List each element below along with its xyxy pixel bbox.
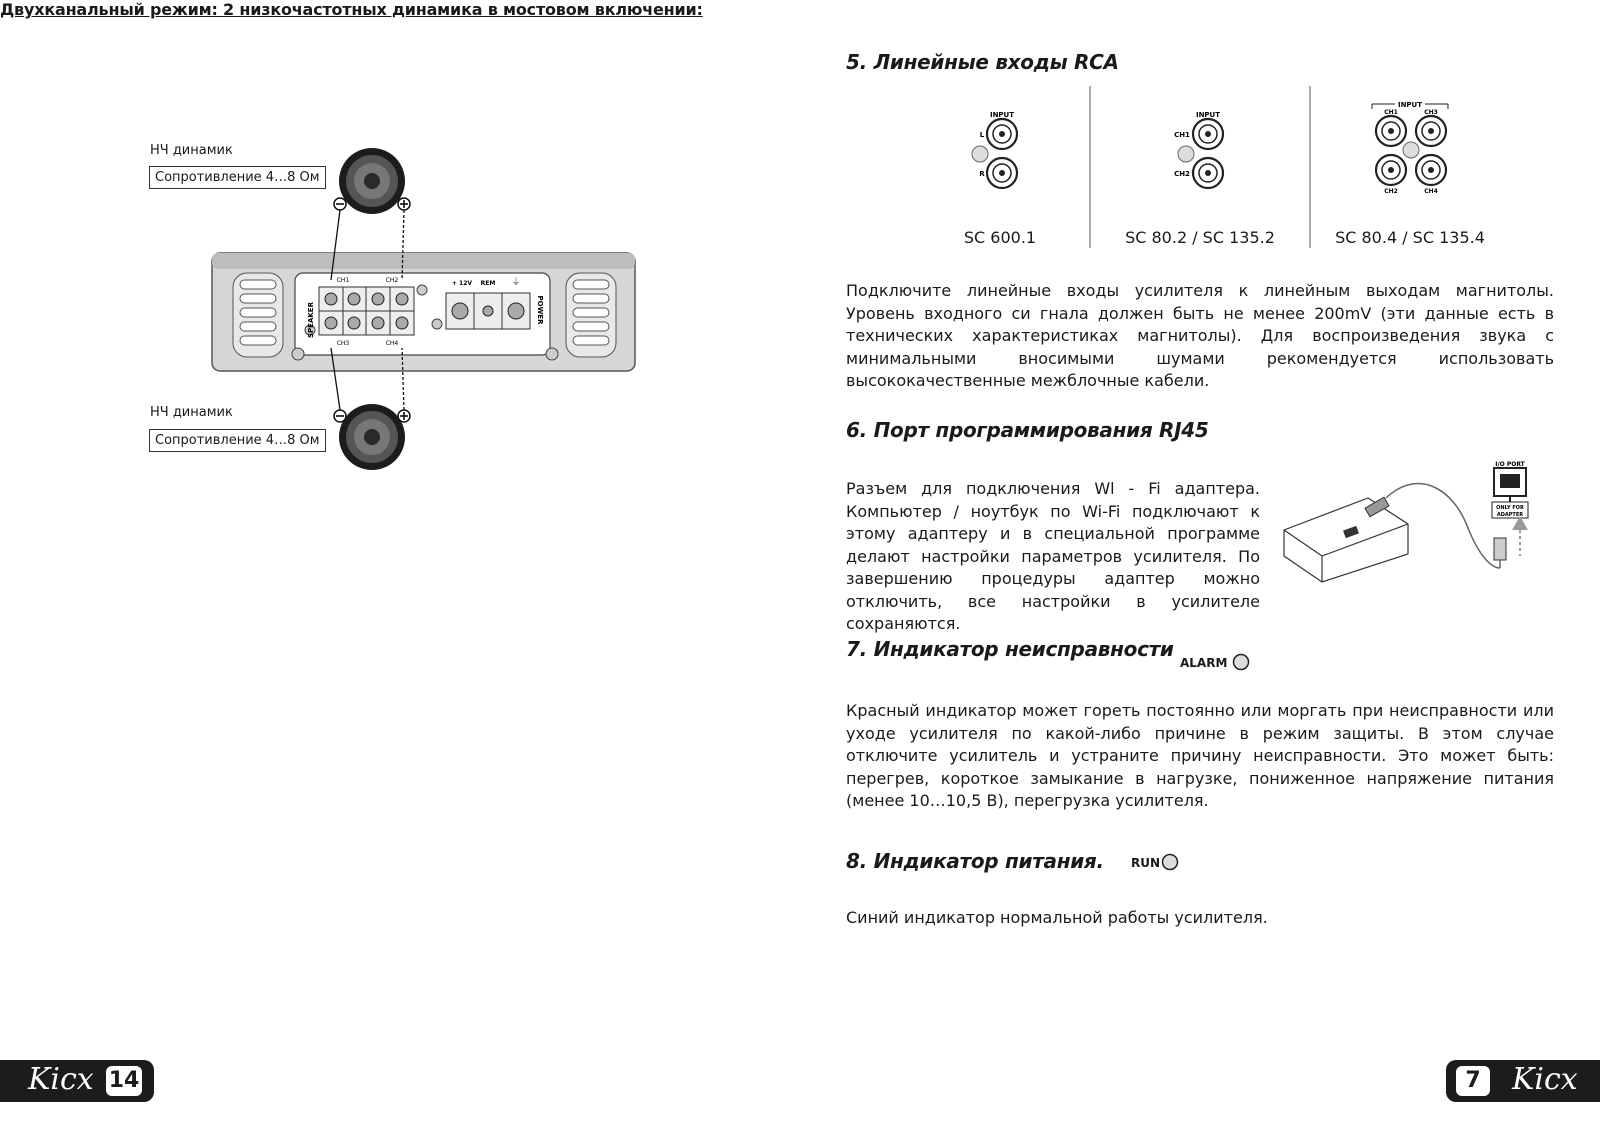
page-number-left: 14 (106, 1066, 142, 1096)
alarm-indicator-icon (1232, 653, 1250, 671)
svg-text:INPUT: INPUT (989, 111, 1015, 119)
svg-text:I/O PORT: I/O PORT (1495, 461, 1525, 468)
footer-left (0, 1060, 154, 1102)
io-port-icon (1492, 461, 1528, 518)
battery-label: + 12V (451, 280, 473, 287)
page-number-right: 7 (1456, 1066, 1490, 1096)
speaker-top-label: НЧ динамик (150, 143, 233, 158)
svg-text:L: L (979, 131, 985, 139)
left-heading: Двухканальный режим: 2 низкочастотных динамика в мостовом включении: (0, 0, 703, 19)
rj45-adapter-illustration (1278, 458, 1548, 598)
svg-text:CH2: CH2 (1174, 170, 1190, 178)
section-7-text: Красный индикатор может гореть постоянно или моргать при неисправности или уходе усилителя по какой-либо причине в режим защиты. В этом случае отключите усилитель и устраните причину неисправности. Это может быть: перегрев, короткое замыкание в нагрузке, пониженное напряжение питания (менее 10…10,5 В), перегрузка усилителя. (846, 701, 1554, 810)
svg-text:ADAPTER: ADAPTER (1496, 512, 1524, 518)
speaker-bottom-impedance: Сопротивление 4…8 Ом (149, 429, 326, 452)
run-badge: RUN (1131, 856, 1161, 870)
speaker-bottom-label: НЧ динамик (150, 405, 233, 420)
speaker-bottom-icon (339, 404, 405, 470)
section-8-text: Синий индикатор нормальной работы усилителя. (846, 908, 1268, 927)
section-7-title: 7. Индикатор неисправности (846, 637, 1174, 661)
svg-text:CH3: CH3 (1424, 109, 1438, 116)
alarm-badge: ALARM (1180, 656, 1228, 670)
section-6-text: Разъем для подключения Wl - Fi адаптера. Компьютер / ноутбук по Wi-Fi подключают к этому адаптеру и в специальной программе делают настройки параметров усилителя. По завершению процедуры адаптер можно отключить, все настройки в усилителе сохраняются. (846, 479, 1260, 633)
speaker-top-impedance: Сопротивление 4…8 Ом (149, 166, 326, 189)
rca-sc80-2-icon (1174, 111, 1223, 188)
run-indicator-icon (1161, 853, 1179, 871)
rca-sc600-icon (972, 111, 1017, 188)
ch1-label: CH1 (336, 277, 350, 284)
rca-inputs-diagram (950, 82, 1590, 252)
rca-caption-sc600: SC 600.1 (963, 228, 1037, 247)
section-5-title: 5. Линейные входы RCA (846, 50, 1119, 74)
ground-icon: ⏚ (511, 278, 521, 288)
rca-caption-sc80-2: SC 80.2 / SC 135.2 (1125, 228, 1275, 247)
arrow-up-icon (1512, 516, 1528, 556)
speaker-label: SPEAKER (307, 302, 315, 338)
footer-right (1446, 1060, 1600, 1102)
bridge-wiring-diagram (200, 140, 660, 480)
ch2-label: CH2 (385, 277, 399, 284)
rem-label: REM (480, 280, 496, 287)
amplifier-panel (212, 253, 635, 371)
power-label: POWER (536, 295, 544, 325)
ch4-label: CH4 (385, 340, 399, 347)
ch3-label: CH3 (336, 340, 350, 347)
brand-logo-right: Kicx (1512, 1062, 1578, 1097)
section-5-text: Подключите линейные входы усилителя к линейным выходам магнитолы. Уровень входного си гнала должен быть не менее 200mV (эти данные есть в технических характеристиках магнитолы). Для воспроизведения звука с минимальными вносимыми шумами рекомендуется использовать высококачественные межблочные кабели. (846, 281, 1554, 390)
speaker-top-icon (339, 148, 405, 214)
svg-text:CH1: CH1 (1174, 131, 1190, 139)
svg-text:CH2: CH2 (1384, 188, 1398, 195)
svg-text:INPUT: INPUT (1195, 111, 1221, 119)
svg-text:CH4: CH4 (1424, 188, 1438, 195)
svg-text:R: R (979, 170, 985, 178)
svg-text:INPUT: INPUT (1397, 101, 1423, 109)
wifi-adapter-icon (1284, 498, 1408, 582)
rca-sc80-4-icon (1372, 98, 1448, 195)
section-6-title: 6. Порт программирования RJ45 (846, 418, 1209, 442)
svg-text:CH1: CH1 (1384, 109, 1398, 116)
rca-caption-sc80-4: SC 80.4 / SC 135.4 (1335, 228, 1485, 247)
brand-logo-left: Kicx (28, 1062, 94, 1097)
svg-text:ONLY FOR: ONLY FOR (1496, 505, 1524, 511)
section-8-title: 8. Индикатор питания. (846, 849, 1104, 873)
